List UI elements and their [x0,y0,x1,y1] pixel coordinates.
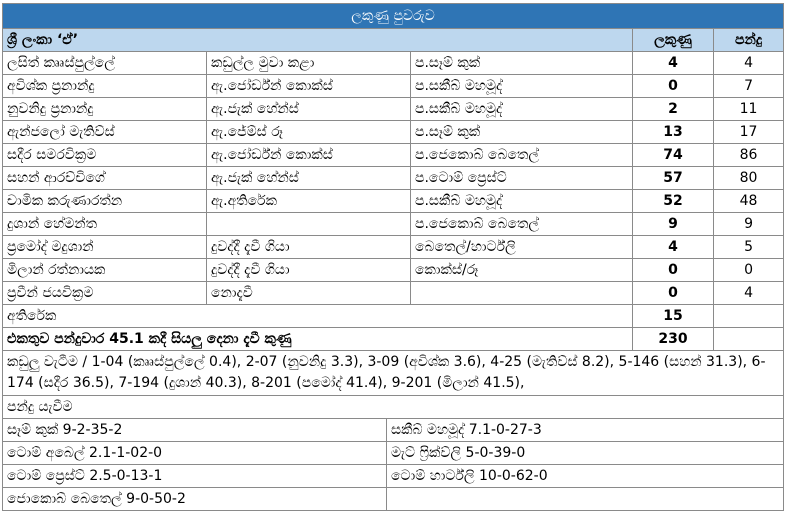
runs-column-header: ලකුණු [633,29,714,52]
bowler-detail: බෙතෙල්/හාර්ට්ලි [411,236,633,259]
runs-cell: 9 [633,213,714,236]
extras-empty-cell [714,305,784,328]
dismissal-detail: දුවද්දී දැවී ගියා [207,236,411,259]
dismissal-detail: නොදැවී [207,282,411,305]
runs-cell: 74 [633,144,714,167]
header-row [3,29,784,52]
batter-name: ලසිත් කෲස්පුල්ලේ [3,52,207,75]
runs-cell: 0 [633,282,714,305]
dismissal-detail: ඇ.ජැක් හේන්ස් [207,98,411,121]
bowling-row [3,419,784,442]
runs-cell: 0 [633,75,714,98]
dismissal-detail: දුවද්දී දැවී ගියා [207,259,411,282]
bowling-row [3,465,784,488]
balls-cell: 9 [714,213,784,236]
runs-cell: 57 [633,167,714,190]
bowler-detail: ප.සෑම් කුක් [411,121,633,144]
bowler-detail: ප.ජෙකොබ් බෙතෙල් [411,144,633,167]
runs-cell: 2 [633,98,714,121]
bowling-header-row [3,396,784,419]
extras-label: අතිරේක [3,305,633,328]
batting-row [3,259,784,282]
bowler-detail: ප.ජෙකොබ් බෙතෙල් [411,213,633,236]
bowling-label: පන්දු යැවීම [3,396,784,419]
batting-row [3,75,784,98]
total-label: එකතුව පන්දුවාර 45.1 කදී සියලු දෙනා දැවී කුණු [3,328,633,351]
dismissal-detail: ඇ.ජැක් හේන්ස් [207,167,411,190]
batting-row [3,167,784,190]
bowler-figures: සකීබ් මහමූද් 7.1-0-27-3 [387,419,784,442]
balls-cell: 4 [714,52,784,75]
batting-scorecard-table [2,3,784,396]
bowler-figures: ජොකොබ් බෙතෙල් 9-0-50-2 [3,488,387,511]
runs-cell: 4 [633,236,714,259]
balls-column-header: පන්දු [714,29,784,52]
batter-name: ප්‍රවීන් ජයවික්‍රම [3,282,207,305]
batter-name: මිලාන් රත්නායක [3,259,207,282]
extras-row [3,305,784,328]
balls-cell: 86 [714,144,784,167]
dismissal-detail: ඇ.අතිරේක [207,190,411,213]
batter-name: දුශාන් හේමන්ත [3,213,207,236]
extras-value: 15 [633,305,714,328]
batter-name: නුවනිදු ප්‍රනාන්දු [3,98,207,121]
bowling-row [3,442,784,465]
batter-name: අවිශ්ක ප්‍රනාන්දු [3,75,207,98]
batter-name: සදීර සමරවික්‍රම [3,144,207,167]
dismissal-detail [207,213,411,236]
team-name-header: ශ්‍රී ලංකා ‘ඒ’ [3,29,633,52]
runs-cell: 4 [633,52,714,75]
bowling-figures-table [2,395,784,511]
total-empty-cell [714,328,784,351]
scorecard-title: ලකුණු පුවරුව [3,4,784,29]
batter-name: සහන් ආරච්චිගේ [3,167,207,190]
batting-row [3,236,784,259]
bowler-detail: ප.සෑම් කුක් [411,52,633,75]
batting-row [3,213,784,236]
batter-name: ප්‍රමෝද් මදුශාන් [3,236,207,259]
title-row [3,4,784,29]
balls-cell: 48 [714,190,784,213]
bowling-row [3,488,784,511]
batter-name: චාමික කරුණාරත්න [3,190,207,213]
balls-cell: 80 [714,167,784,190]
runs-cell: 0 [633,259,714,282]
batting-row [3,98,784,121]
balls-cell: 5 [714,236,784,259]
bowler-figures: ටොම් ප්‍රෙස්ට් 2.5-0-13-1 [3,465,387,488]
balls-cell: 4 [714,282,784,305]
bowler-figures [387,488,784,511]
dismissal-detail: ඇ.ජේම්ස් රූ [207,121,411,144]
runs-cell: 52 [633,190,714,213]
bowler-detail: ප.සකීබ් මහමූද් [411,190,633,213]
balls-cell: 0 [714,259,784,282]
total-value: 230 [633,328,714,351]
bowler-figures: මැට් ෆ්‍රික්ව්ලි 5-0-39-0 [387,442,784,465]
dismissal-detail: ඇ.ජෝර්ඩ්න් කොක්ස් [207,75,411,98]
bowler-detail: ප.ටොම් ප්‍රෙස්ට් [411,167,633,190]
bowler-detail: කොක්ස්/රූ [411,259,633,282]
bowler-figures: ටොම් අබෙල් 2.1-1-02-0 [3,442,387,465]
dismissal-detail: ඇ.ජෝර්ඩ්න් කොක්ස් [207,144,411,167]
batting-row [3,52,784,75]
balls-cell: 7 [714,75,784,98]
total-row [3,328,784,351]
batting-row [3,121,784,144]
bowler-figures: සෑම් කුක් 9-2-35-2 [3,419,387,442]
bowler-figures: ටොම් හාර්ට්ලි 10-0-62-0 [387,465,784,488]
fall-of-wickets-text: කඩුලු වැටීම / 1-04 (කෲස්පුල්ලේ 0.4), 2-07 (නුවනිදු 3.3), 3-09 (අවිශ්ක 3.6), 4-25 (මැතිව්ස් 8.2), 5-146 (සහන් 31.3), 6-174 (සදීර 36.5), 7-194 (දුශාන් 40.3), 8-201 (පමෝද් 41.4), 9-201 (මිලාන් 41.5), [3,351,784,396]
fall-of-wickets-row [3,351,784,396]
batting-row [3,190,784,213]
batting-row [3,282,784,305]
batter-name: ඇන්ජලෝ මැතිව්ස් [3,121,207,144]
balls-cell: 11 [714,98,784,121]
bowler-detail [411,282,633,305]
dismissal-detail: කඩුල්ල මුවා කළා [207,52,411,75]
runs-cell: 13 [633,121,714,144]
bowler-detail: ප.සකීබ් මහමූද් [411,75,633,98]
balls-cell: 17 [714,121,784,144]
bowler-detail: ප.සකීබ් මහමූද් [411,98,633,121]
batting-row [3,144,784,167]
